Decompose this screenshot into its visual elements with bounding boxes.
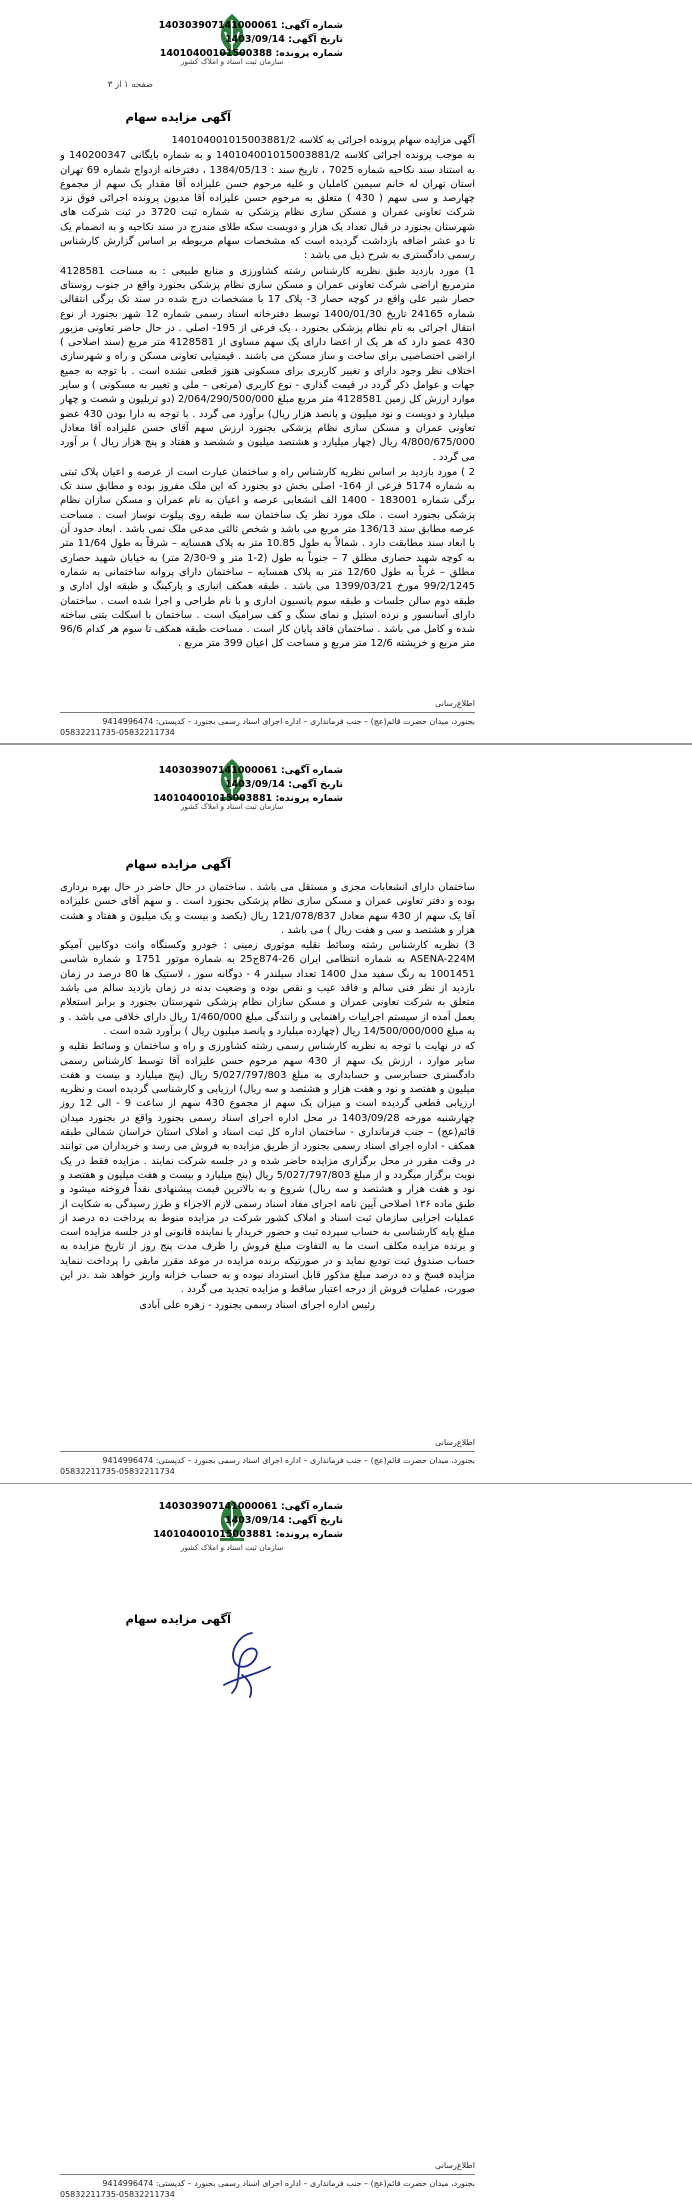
footer-phone: 05832211735-05832211734 [60,728,175,737]
paragraph: آگهی مزایده سهام پرونده اجرائی به کلاسه 140104001015003881/2 [171,135,475,146]
signature [212,1627,282,1707]
page-footer [60,1437,475,1477]
file-no-label: شماره پرونده: [275,48,343,59]
paragraph: ساختمان دارای انشعابات مجزی و مستقل می باشد . ساختمان در حال حاضر در حال بهره برداری بوده و دفتر تعاونی عمران و مسکن سازی نظام پزشکی بجنورد است . و سهم آقای حسن علیزاده آقا یک سهم از 430 سهم معادل 121/078/837 ریال (یکصد و بیست و یک میلیون و هفتاد و هشت هزار و هشتصد و سی و هفت ریال ) می باشد . [60,882,475,936]
ad-meta [159,19,343,61]
ad-meta [153,764,343,806]
ad-date: 1403/09/14 [225,779,285,790]
ad-no: 140303907141000061 [158,1501,278,1512]
page-footer [60,2160,475,2200]
ad-meta [153,1500,343,1542]
document-page-1 [0,0,692,743]
footer-divider [60,1451,475,1452]
footer-address: بجنورد، میدان حضرت قائم(عج) – جنب فرمانداری – اداره اجرای اسناد رسمی بجنورد – کدپستی: 9414996474 [102,1456,475,1465]
document-title: آگهی مزایده سهام [125,1612,231,1626]
file-no: 14010400101500388 [159,48,273,59]
file-no-label: شماره پرونده: [275,1529,343,1540]
paragraph: 2 ) مورد بازدید بر اساس نظریه کارشناس راه و ساختمان عبارت است از عرصه و اعیان پلاک ثبتی به شماره 5174 فرعی از 164- اصلی بخش دو بجنورد که این ملک مفروز بوده و مطابق سند تک برگی شماره 183001 - 1400 الف انشعابی عرصه و اعیان به نام عمران و مسکن سازان نظام پزشکی بجنورد است . ملک مورد نظر یک ساختمان سه طبقه روی پیلوت نوساز است . مساحت عرصه مطابق سند 136/13 متر مربع می باشد و شخص ثالثی مدعی ملک نمی باشد . ابعاد حدود آن با ابعاد سند مطابقت دارد . شمالاً به طول 10.85 متر به پلاک همسایه – شرقاً به طول 11/64 متر به کوچه شهید حصاری مطلق 7 – جنوباً به طول (2-1 متر و 9-2/30 متر) به خیابان شهید حصاری مطلق – غرباً به طول 12/60 متر به پلاک همسایه – ساختمان دارای پروانه ساختمانی به شماره 99/2/1245 مورخ 1399/03/21 می باشد . طبقه همکف انباری و پارکینگ و طبقه اول اداری و طبقه دوم سالن جلسات و طبقه سوم پانسیون اداری و با نام طراحی و اجرا شده است . ساختمان دارای آسانسور و نرده استیل و نمای سنگ و کف سرامیک است . ساختمان با اسکلت بتنی ساخته شده و کامل می باشد . ساختمان فاقد پایان کار است . مساحت طبقه همکف تا سوم هر کدام 96/6 متر مربع و خرپشته 12/6 متر مربع و مساحت کل اعیان 399 متر مربع . [60,466,476,650]
footer-divider [60,712,475,713]
paragraph: 1) مورد بازدید طبق نظریه کارشناس رشته کشاورزی و منابع طبیعی : به مساحت 4128581 مترمربع اراضی شرکت تعاونی عمران و مسکن سازی نظام پزشکی بجنورد واقع در جنوب روستای حصار شیر علی واقع در کوچه حصار 3- پلاک 17 با مشخصات درج شده در سند تک برگی انتقالی شماره 24165 تاریخ 1400/01/30 توسط دفترخانه اسناد رسمی شماره 12 شهر بجنورد از نوع انتقال اجرائی به نام نظام پزشکی بجنورد ، یک فرعی از 195- اصلی . در حال حاضر تعاونی مزبور 430 عضو دارد که هر یک از اعضا دارای یک سهم مساوی از 4128581 متر مربع (سند اصلاحی ) اراضی اختصاصیی برای ساخت و ساز مسکن می باشند . قیمتیابی تعاونی مسکن و راه و شهرسازی اختلاف نظر وجود دارای و تغییر کاربری برای مسکونی هنوز قطعی نشده است . با توجه به جمیع جهات و عوامل ذکر گردد در قیمت گذاری - نوع کاربری (مرتعی – ملی و تغییر به مسکونی ) و سایر موارد ارزش کل زمین 4128581 متر مربع مبلغ 2/064/290/500/000 (دو تریلیون و شصت و چهار میلیارد و دویست و نود میلیون و پانصد هزار ریال) برآورد می گردد . با توجه به دارا بودن 430 عضو تعاونی عمران و مسکن سازی نظام پزشکی بجنورد ارزش سهم آقای حسن علیزاده آقا معادل 4/800/675/000 ریال (چهار میلیارد و هشتصد میلیون و ششصد و هفتاد و پنج هزار ریال ) بر آورد می گردد . [60,265,476,463]
footer-address: بجنورد، میدان حضرت قائم(عج) – جنب فرمانداری – اداره اجرای اسناد رسمی بجنورد – کدپستی: 9414996474 [102,717,475,726]
footer-printer: اطلاع‌رسانی [434,1438,475,1447]
document-body [60,881,475,1313]
page-footer [60,698,475,738]
footer-printer: اطلاع‌رسانی [434,699,475,708]
document-page-3 [0,1484,692,2206]
ad-date: 1403/09/14 [225,34,285,45]
file-no-label: شماره پرونده: [275,793,343,804]
document-page-2 [0,745,692,1483]
footer-divider [60,2174,475,2175]
footer-phone: 05832211735-05832211734 [60,2190,175,2199]
org-name: سازمان ثبت اسناد و املاک کشور [180,802,284,811]
ad-date: 1403/09/14 [225,1515,285,1526]
document-body [60,134,475,652]
document-title: آگهی مزایده سهام [125,110,231,124]
file-no: 140104001015003881 [153,793,273,804]
footer-address: بجنورد، میدان حضرت قائم(عج) – جنب فرمانداری – اداره اجرای اسناد رسمی بجنورد – کدپستی: 9414996474 [102,2179,475,2188]
ad-no: 140303907141000061 [158,765,278,776]
org-name: سازمان ثبت اسناد و املاک کشور [180,57,284,66]
ad-date-label: تاریخ آگهی: [288,779,343,790]
paragraph: به موجب پرونده اجرائی کلاسه 140104001015003881/2 و به شماره بایگانی 140200347 و به استناد سند نکاحیه شماره 7025 ، تاریخ سند : 1384/05/13 ، دفترخانه ازدواج شماره 69 تهران استان تهران له خانم سیمین کاملیان و علیه مرحوم حسن علیزاده آقا مقدار یک سهم از مجموع چهارصد و سی سهم ( 430 ) متعلق به مرحوم حسن علیزاده آقا مدیون پرونده اجرائی فوق نزد شرکت تعاونی عمران و مسکن سازی نظام پزشکی به شماره ثبت 3720 در ثبت شرکت های شهرستان بجنورد در قبال تعداد یک هزار و دویست سکه طلای مندرج در سند نکاحیه و به انضمام یک تا دو عشر اضافه بازداشت گردیده است که مشخصات سهام مربوطه بر اساس گزارش کارشناس رسمی دادگستری به شرح ذیل می باشد : [60,150,476,262]
signatory: رئیس اداره اجرای اسناد رسمی بجنورد - زهره علی آبادی [139,1299,375,1311]
ad-no-label: شماره آگهی: [280,765,343,776]
ad-date-label: تاریخ آگهی: [288,34,343,45]
signature-icon [212,1627,282,1703]
footer-phone: 05832211735-05832211734 [60,1467,175,1476]
ad-date-label: تاریخ آگهی: [288,1515,343,1526]
file-no: 140104001015003881 [153,1529,273,1540]
footer-printer: اطلاع‌رسانی [434,2161,475,2170]
document-title: آگهی مزایده سهام [125,857,231,871]
ad-no-label: شماره آگهی: [280,1501,343,1512]
org-name: سازمان ثبت اسناد و املاک کشور [180,1543,284,1552]
paragraph: که در نهایت با توجه به نظریه کارشناس رسمی رشته کشاورزی و راه و ساختمان و وسائط نقلیه و سایر موارد ، ارزش یک سهم از 430 سهم مرحوم حسن علیزاده آقا توسط کارشناس رسمی دادگستری حسابرسی و حسابداری به مبلغ 5/027/797/803 ریال (پنج میلیارد و بیست و هفت میلیون و هفتصد و نود و هفت هزار و هشتصد و سه ریال) ارزیابی و کارشناسی گردیده است و نظریه ارزیابی قطعی گردیده است و میزان یک سهم از مجموع 430 سهم از ساعت 9 - الی 12 روز چهارشنبه مورخه 1403/09/28 در محل اداره اجرای اسناد رسمی بجنورد واقع در بجنورد میدان قائم(عج) – جنب فرمانداری - ساختمان اداره کل ثبت اسناد و املاک استان خراسان شمالی طبقه همکف - اداره اجرای اسناد رسمی بجنورد از طریق مزایده به فروش می رسد و خریداران می توانند در وقت مقرر در محل برگزاری مزایده حاضر شده و در جلسه شرکت نمایند . مزایده فقط در یک نوبت برگزار میگردد و از مبلغ 5/027/797/803 ریال (پنج میلیارد و بیست و هفت میلیون و هفتصد و نود و هفت هزار و هشتصد و سه ریال) شروع و به بالاترین قیمت پیشنهادی نقداً فروخته میشود و طبق ماده ۱۳۶ اصلاحی آیین نامه اجرای مفاد اسناد رسمی لازم الاجراء و طرز رسیدگی به شکایت از عملیات اجرایی سازمان ثبت اسناد و املاک کشور شرکت در مزایده منوط به پرداخت ده درصد از مبلغ پایه کارشناسی به حساب سپرده ثبت و حضور خریدار یا نماینده قانونی او در جلسه مزایده است و برنده مزایده مکلف است ما به التفاوت مبلغ فروش را ظرف مدت پنج روز از تاریخ مزایده به حساب صندوق ثبت تودیع نماید و در صورتیکه برنده مزایده در موعد مقرر مابقی را پرداخت ننماید مزایده فسخ و ده درصد مبلغ مذکور قابل استرداد نبوده و به حساب خزانه واریز خواهد شد .در این صورت، عملیات فروش از درجه اعتبار ساقط و مزایده تجدید می گردد . [60,1041,476,1296]
paragraph: 3) نظریه کارشناس رشته وسائط نقلیه موتوری زمینی : خودرو وکسنگاه وانت دوکابین آمیکو ASENA-224M به شماره انتظامی ایران 26-874ج25 به شماره موتور 1751 و شماره شاسی 1001451 به رنگ سفید مدل 1400 تعداد سیلندر 4 - دوگانه سوز ، لاستیک ها 80 درصد در زمان بازدید از نظر فنی سالم و فاقد عیب و نقص بوده و وضعیت بدنه در زمان بازدید سالم می باشد متعلق به شرکت تعاونی عمران و مسکن سازان نظام پزشکی شهرستان بجنورد و برابر استعلام بعمل آمده از سیستم اجراییات راهنمایی و رانندگی مبلغ 1/460/000 ریال دارای خلافی می باشد . و به مبلغ 14/500/000/000 ریال (چهارده میلیارد و پانصد میلیون ریال ) برآورد شده است . [60,940,476,1037]
page-number: صفحه ۱ از ۳ [107,80,153,90]
ad-no-label: شماره آگهی: [280,20,343,31]
ad-no: 140303907141000061 [158,20,278,31]
